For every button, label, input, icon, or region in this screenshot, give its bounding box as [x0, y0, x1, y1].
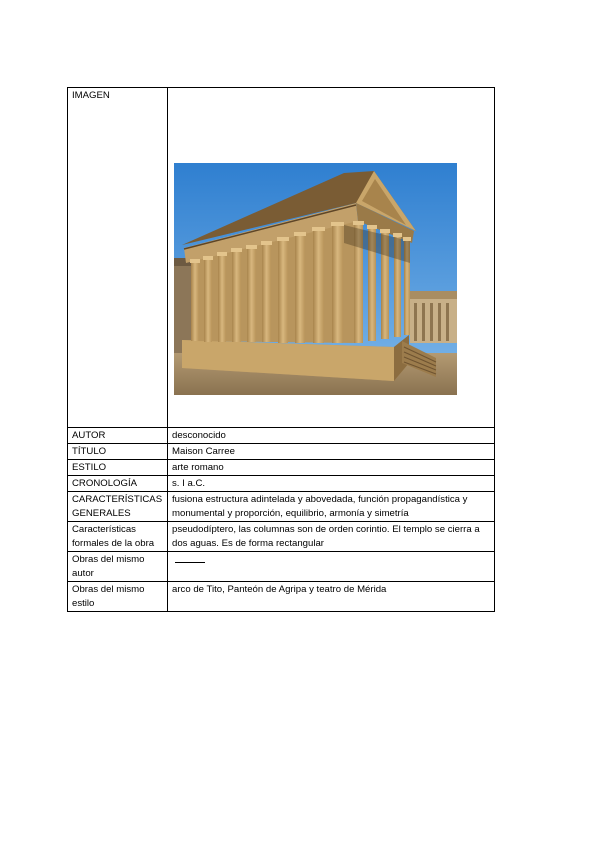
row-obras-mismo-estilo [68, 582, 495, 612]
obras-mismo-estilo-value: arco de Tito, Panteón de Agripa y teatro de Mérida [168, 582, 495, 612]
obras-mismo-autor-value [168, 552, 495, 582]
image-row [68, 88, 495, 428]
caracteristicas-formales-label: Características formales de la obra [68, 522, 168, 552]
obras-mismo-estilo-label: Obras del mismo estilo [68, 582, 168, 612]
estilo-value: arte romano [168, 460, 495, 476]
autor-label: AUTOR [68, 428, 168, 444]
titulo-label: TÍTULO [68, 444, 168, 460]
caracteristicas-formales-value: pseudodíptero, las columnas son de orden corintio. El templo se cierra a dos aguas. Es de forma rectangular [168, 522, 495, 552]
row-titulo [68, 444, 495, 460]
autor-value: desconocido [168, 428, 495, 444]
cronologia-label: CRONOLOGÍA [68, 476, 168, 492]
row-autor [68, 428, 495, 444]
image-label: IMAGEN [68, 88, 168, 428]
temple-photo [174, 163, 457, 395]
blank-line [175, 553, 205, 563]
obras-mismo-autor-label: Obras del mismo autor [68, 552, 168, 582]
caracteristicas-generales-value: fusiona estructura adintelada y abovedada, función propagandística y monumental y proporción, equilibrio, armonía y simetría [168, 492, 495, 522]
row-cronologia [68, 476, 495, 492]
estilo-label: ESTILO [68, 460, 168, 476]
caracteristicas-generales-label: CARACTERÍSTICAS GENERALES [68, 492, 168, 522]
row-obras-mismo-autor [68, 552, 495, 582]
row-caracteristicas-generales [68, 492, 495, 522]
cronologia-value: s. I a.C. [168, 476, 495, 492]
row-estilo [68, 460, 495, 476]
image-cell [168, 88, 495, 428]
row-caracteristicas-formales [68, 522, 495, 552]
titulo-value: Maison Carree [168, 444, 495, 460]
artwork-sheet-table [67, 87, 495, 612]
